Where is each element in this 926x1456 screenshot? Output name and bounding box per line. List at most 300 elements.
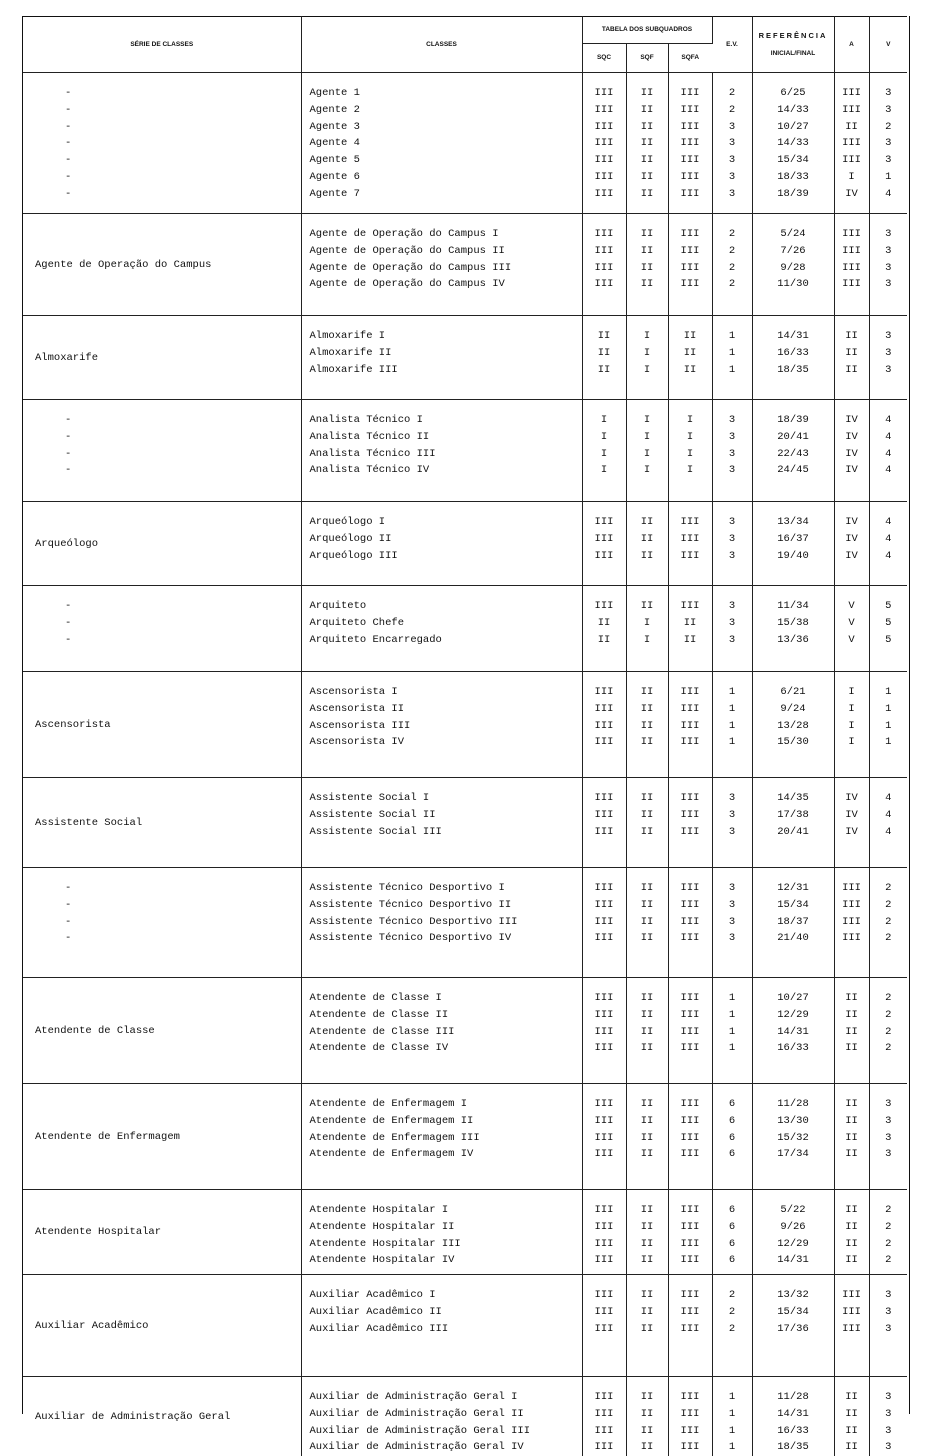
sqfa-value: III [669, 186, 712, 203]
document-page [22, 16, 910, 1414]
sqf-value: I [627, 446, 668, 463]
v-cell [869, 400, 907, 502]
referencia-value: 5/22 [753, 1202, 834, 1219]
classe-name: Arquiteto [310, 598, 582, 615]
sqfa-value: III [669, 226, 712, 243]
classes-table [23, 16, 907, 1456]
classe-name: Auxiliar de Administração Geral IV [310, 1439, 582, 1456]
sqc-cell [582, 73, 626, 214]
sqfa-value: III [669, 1040, 712, 1057]
a-value: II [835, 1007, 869, 1024]
sqc-value: III [583, 1389, 626, 1406]
sqc-value: III [583, 152, 626, 169]
sqfa-value: III [669, 1304, 712, 1321]
sqc-cell [582, 1275, 626, 1377]
sqc-value: III [583, 701, 626, 718]
sqf-value: II [627, 807, 668, 824]
header-tabela-subquadros: TABELA DOS SUBQUADROS [582, 17, 712, 44]
series-cell [23, 73, 301, 214]
series-dash-mark: - [35, 135, 301, 152]
classe-name: Agente 7 [310, 186, 582, 203]
series-cell [23, 1084, 301, 1190]
referencia-value: 17/38 [753, 807, 834, 824]
sqf-value: I [627, 362, 668, 379]
ev-value: 3 [713, 914, 752, 931]
v-value: 3 [870, 1439, 908, 1456]
sqf-value: II [627, 119, 668, 136]
v-value: 2 [870, 1252, 908, 1269]
sqf-value: I [627, 412, 668, 429]
ev-value: 3 [713, 186, 752, 203]
ev-value: 6 [713, 1096, 752, 1113]
referencia-value: 15/30 [753, 734, 834, 751]
sqfa-cell [668, 1190, 712, 1275]
header-sqc: SQC [582, 44, 626, 73]
classes-cell [301, 502, 582, 586]
ev-cell [712, 316, 752, 400]
classe-name: Atendente de Enfermagem III [310, 1130, 582, 1147]
sqf-value: II [627, 897, 668, 914]
ev-value: 3 [713, 462, 752, 479]
v-cell [869, 778, 907, 868]
sqfa-cell [668, 316, 712, 400]
series-dash-mark: - [35, 897, 301, 914]
sqf-cell [626, 1084, 668, 1190]
ev-value: 3 [713, 632, 752, 649]
sqfa-cell [668, 73, 712, 214]
series-dash-mark: - [35, 880, 301, 897]
referencia-cell [752, 214, 834, 316]
classe-name: Analista Técnico II [310, 429, 582, 446]
v-value: 3 [870, 260, 908, 277]
ev-cell [712, 778, 752, 868]
sqfa-value: III [669, 598, 712, 615]
table-row [23, 316, 907, 400]
sqfa-value: III [669, 1113, 712, 1130]
sqfa-value: III [669, 1321, 712, 1338]
classes-cell [301, 672, 582, 778]
v-cell [869, 1377, 907, 1456]
sqc-cell [582, 316, 626, 400]
classe-name: Almoxarife I [310, 328, 582, 345]
referencia-value: 18/39 [753, 186, 834, 203]
a-value: II [835, 1252, 869, 1269]
sqc-cell [582, 978, 626, 1084]
v-value: 3 [870, 226, 908, 243]
ev-value: 3 [713, 880, 752, 897]
sqc-cell [582, 672, 626, 778]
sqfa-value: I [669, 412, 712, 429]
header-sqfa: SQFA [668, 44, 712, 73]
v-cell [869, 868, 907, 978]
classe-name: Assistente Social III [310, 824, 582, 841]
sqfa-cell [668, 978, 712, 1084]
sqf-cell [626, 978, 668, 1084]
sqc-value: III [583, 226, 626, 243]
v-value: 4 [870, 531, 908, 548]
series-dash-mark: - [35, 446, 301, 463]
classe-name: Agente 1 [310, 85, 582, 102]
series-name: Auxiliar Acadêmico [35, 1320, 148, 1332]
sqc-value: III [583, 1423, 626, 1440]
sqc-value: I [583, 462, 626, 479]
referencia-value: 14/35 [753, 790, 834, 807]
classe-name: Auxiliar Acadêmico I [310, 1287, 582, 1304]
classes-cell [301, 778, 582, 868]
referencia-cell [752, 778, 834, 868]
v-value: 2 [870, 880, 908, 897]
sqc-value: III [583, 930, 626, 947]
series-cell [23, 672, 301, 778]
classe-name: Arqueólogo II [310, 531, 582, 548]
sqfa-value: III [669, 914, 712, 931]
sqf-value: II [627, 1202, 668, 1219]
sqf-value: II [627, 514, 668, 531]
series-name: Almoxarife [35, 352, 98, 364]
sqc-value: III [583, 1321, 626, 1338]
classe-name: Assistente Social II [310, 807, 582, 824]
a-value: III [835, 102, 869, 119]
sqfa-value: III [669, 276, 712, 293]
v-value: 4 [870, 807, 908, 824]
a-value: V [835, 598, 869, 615]
classe-name: Auxiliar de Administração Geral I [310, 1389, 582, 1406]
series-dash-mark: - [35, 85, 301, 102]
a-cell [834, 1377, 869, 1456]
sqf-value: II [627, 718, 668, 735]
referencia-value: 13/28 [753, 718, 834, 735]
sqc-value: I [583, 446, 626, 463]
sqc-value: III [583, 734, 626, 751]
referencia-value: 13/34 [753, 514, 834, 531]
a-value: IV [835, 790, 869, 807]
classe-name: Auxiliar Acadêmico III [310, 1321, 582, 1338]
sqfa-value: III [669, 169, 712, 186]
ev-cell [712, 73, 752, 214]
referencia-value: 18/39 [753, 412, 834, 429]
classe-name: Atendente de Enfermagem IV [310, 1146, 582, 1163]
sqf-value: II [627, 1024, 668, 1041]
a-value: III [835, 930, 869, 947]
ev-value: 2 [713, 1304, 752, 1321]
ev-value: 1 [713, 684, 752, 701]
v-value: 3 [870, 1287, 908, 1304]
classe-name: Atendente de Classe II [310, 1007, 582, 1024]
referencia-value: 10/27 [753, 990, 834, 1007]
ev-value: 3 [713, 807, 752, 824]
classe-name: Assistente Técnico Desportivo IV [310, 930, 582, 947]
referencia-value: 22/43 [753, 446, 834, 463]
sqf-value: II [627, 1130, 668, 1147]
sqfa-value: III [669, 243, 712, 260]
ev-value: 3 [713, 930, 752, 947]
sqf-cell [626, 214, 668, 316]
referencia-value: 14/33 [753, 135, 834, 152]
referencia-cell [752, 1275, 834, 1377]
referencia-value: 15/34 [753, 897, 834, 914]
classe-name: Atendente de Classe I [310, 990, 582, 1007]
sqfa-value: III [669, 897, 712, 914]
ev-value: 6 [713, 1146, 752, 1163]
referencia-value: 6/21 [753, 684, 834, 701]
sqc-value: III [583, 914, 626, 931]
a-cell [834, 316, 869, 400]
a-value: I [835, 701, 869, 718]
sqf-value: II [627, 1304, 668, 1321]
referencia-value: 18/33 [753, 169, 834, 186]
ev-value: 3 [713, 548, 752, 565]
referencia-value: 11/30 [753, 276, 834, 293]
v-value: 2 [870, 990, 908, 1007]
classe-name: Arquiteto Chefe [310, 615, 582, 632]
table-row [23, 978, 907, 1084]
sqc-cell [582, 1190, 626, 1275]
a-cell [834, 73, 869, 214]
ev-value: 1 [713, 1439, 752, 1456]
ev-cell [712, 978, 752, 1084]
sqfa-cell [668, 1377, 712, 1456]
series-dash-mark: - [35, 930, 301, 947]
classe-name: Atendente Hospitalar III [310, 1236, 582, 1253]
ev-cell [712, 214, 752, 316]
v-value: 4 [870, 186, 908, 203]
ev-value: 2 [713, 260, 752, 277]
sqc-value: III [583, 1130, 626, 1147]
classe-name: Atendente de Enfermagem II [310, 1113, 582, 1130]
referencia-value: 15/34 [753, 1304, 834, 1321]
classe-name: Arquiteto Encarregado [310, 632, 582, 649]
table-row [23, 1084, 907, 1190]
a-value: II [835, 1024, 869, 1041]
ev-cell [712, 868, 752, 978]
series-dash-mark: - [35, 632, 301, 649]
a-value: III [835, 897, 869, 914]
v-value: 4 [870, 514, 908, 531]
referencia-value: 16/33 [753, 1040, 834, 1057]
referencia-value: 11/28 [753, 1389, 834, 1406]
classe-name: Agente de Operação do Campus IV [310, 276, 582, 293]
sqf-value: II [627, 880, 668, 897]
sqfa-value: III [669, 1389, 712, 1406]
classes-cell [301, 1084, 582, 1190]
a-value: I [835, 169, 869, 186]
v-cell [869, 316, 907, 400]
v-value: 1 [870, 718, 908, 735]
v-value: 3 [870, 276, 908, 293]
a-value: II [835, 1219, 869, 1236]
ev-value: 6 [713, 1236, 752, 1253]
series-dash-mark: - [35, 615, 301, 632]
sqf-value: II [627, 790, 668, 807]
a-value: IV [835, 462, 869, 479]
sqfa-value: III [669, 531, 712, 548]
series-dash-mark: - [35, 914, 301, 931]
series-cell [23, 502, 301, 586]
series-cell [23, 316, 301, 400]
a-value: IV [835, 807, 869, 824]
v-value: 3 [870, 1130, 908, 1147]
v-value: 3 [870, 1304, 908, 1321]
a-value: II [835, 1236, 869, 1253]
series-name: Assistente Social [35, 817, 142, 829]
sqc-value: III [583, 135, 626, 152]
a-cell [834, 1190, 869, 1275]
sqf-value: II [627, 260, 668, 277]
sqfa-value: III [669, 1007, 712, 1024]
referencia-value: 15/32 [753, 1130, 834, 1147]
ev-cell [712, 672, 752, 778]
a-cell [834, 778, 869, 868]
sqc-value: III [583, 1146, 626, 1163]
sqc-value: III [583, 514, 626, 531]
referencia-value: 14/31 [753, 1252, 834, 1269]
sqfa-value: III [669, 260, 712, 277]
sqfa-value: II [669, 615, 712, 632]
sqfa-value: III [669, 1252, 712, 1269]
v-value: 1 [870, 684, 908, 701]
a-value: II [835, 1130, 869, 1147]
ev-value: 2 [713, 1321, 752, 1338]
referencia-value: 13/30 [753, 1113, 834, 1130]
v-value: 4 [870, 462, 908, 479]
ev-value: 1 [713, 990, 752, 1007]
sqfa-value: III [669, 684, 712, 701]
sqf-value: II [627, 548, 668, 565]
sqf-value: II [627, 1040, 668, 1057]
sqc-value: III [583, 548, 626, 565]
sqfa-value: III [669, 152, 712, 169]
sqf-cell [626, 316, 668, 400]
referencia-value: 24/45 [753, 462, 834, 479]
sqf-value: II [627, 1287, 668, 1304]
series-cell [23, 868, 301, 978]
sqf-value: II [627, 914, 668, 931]
ev-value: 1 [713, 1389, 752, 1406]
sqf-value: II [627, 1236, 668, 1253]
series-dash-mark: - [35, 152, 301, 169]
sqf-value: II [627, 1423, 668, 1440]
v-value: 4 [870, 446, 908, 463]
referencia-value: 18/37 [753, 914, 834, 931]
series-cell [23, 586, 301, 672]
classe-name: Assistente Técnico Desportivo III [310, 914, 582, 931]
series-name: Ascensorista [35, 719, 111, 731]
classes-cell [301, 586, 582, 672]
v-cell [869, 1190, 907, 1275]
sqf-value: I [627, 429, 668, 446]
series-cell [23, 1377, 301, 1456]
sqf-cell [626, 1275, 668, 1377]
classe-name: Atendente de Classe III [310, 1024, 582, 1041]
classe-name: Agente de Operação do Campus II [310, 243, 582, 260]
sqf-cell [626, 502, 668, 586]
a-value: II [835, 1040, 869, 1057]
ev-value: 3 [713, 531, 752, 548]
classe-name: Analista Técnico IV [310, 462, 582, 479]
sqfa-value: III [669, 1423, 712, 1440]
sqfa-value: III [669, 1024, 712, 1041]
series-dash-mark: - [35, 429, 301, 446]
classe-name: Agente de Operação do Campus III [310, 260, 582, 277]
a-value: I [835, 718, 869, 735]
v-value: 3 [870, 1113, 908, 1130]
sqf-value: II [627, 243, 668, 260]
ev-value: 6 [713, 1202, 752, 1219]
sqfa-cell [668, 1275, 712, 1377]
v-value: 1 [870, 734, 908, 751]
sqc-cell [582, 868, 626, 978]
v-cell [869, 672, 907, 778]
series-dash-mark: - [35, 169, 301, 186]
v-value: 2 [870, 930, 908, 947]
sqfa-value: I [669, 462, 712, 479]
a-value: III [835, 880, 869, 897]
classe-name: Arqueólogo I [310, 514, 582, 531]
classe-name: Ascensorista II [310, 701, 582, 718]
sqfa-value: III [669, 1130, 712, 1147]
ev-value: 3 [713, 446, 752, 463]
sqf-value: II [627, 1321, 668, 1338]
v-value: 4 [870, 429, 908, 446]
classe-name: Agente 6 [310, 169, 582, 186]
a-cell [834, 1275, 869, 1377]
ev-value: 1 [713, 701, 752, 718]
series-name: Auxiliar de Administração Geral [35, 1411, 230, 1423]
classes-cell [301, 316, 582, 400]
classe-name: Agente 5 [310, 152, 582, 169]
sqfa-cell [668, 868, 712, 978]
a-value: II [835, 990, 869, 1007]
a-value: III [835, 1287, 869, 1304]
sqf-value: II [627, 85, 668, 102]
ev-value: 2 [713, 102, 752, 119]
a-cell [834, 1084, 869, 1190]
referencia-value: 15/34 [753, 152, 834, 169]
a-value: II [835, 1113, 869, 1130]
referencia-cell [752, 73, 834, 214]
v-value: 2 [870, 897, 908, 914]
sqfa-value: II [669, 328, 712, 345]
sqfa-value: II [669, 632, 712, 649]
referencia-value: 9/24 [753, 701, 834, 718]
a-value: II [835, 345, 869, 362]
referencia-value: 14/31 [753, 1406, 834, 1423]
classes-cell [301, 214, 582, 316]
ev-value: 1 [713, 1423, 752, 1440]
a-value: II [835, 328, 869, 345]
sqc-value: III [583, 807, 626, 824]
ev-value: 3 [713, 169, 752, 186]
v-value: 4 [870, 412, 908, 429]
ev-cell [712, 1084, 752, 1190]
v-value: 2 [870, 1024, 908, 1041]
a-value: II [835, 1146, 869, 1163]
sqc-value: II [583, 632, 626, 649]
classe-name: Agente 4 [310, 135, 582, 152]
a-value: III [835, 226, 869, 243]
ev-cell [712, 502, 752, 586]
v-cell [869, 214, 907, 316]
a-value: IV [835, 514, 869, 531]
ev-value: 3 [713, 429, 752, 446]
sqfa-value: II [669, 362, 712, 379]
referencia-cell [752, 586, 834, 672]
sqc-value: III [583, 1202, 626, 1219]
sqf-value: I [627, 345, 668, 362]
classe-name: Almoxarife II [310, 345, 582, 362]
a-value: III [835, 914, 869, 931]
sqf-value: II [627, 169, 668, 186]
